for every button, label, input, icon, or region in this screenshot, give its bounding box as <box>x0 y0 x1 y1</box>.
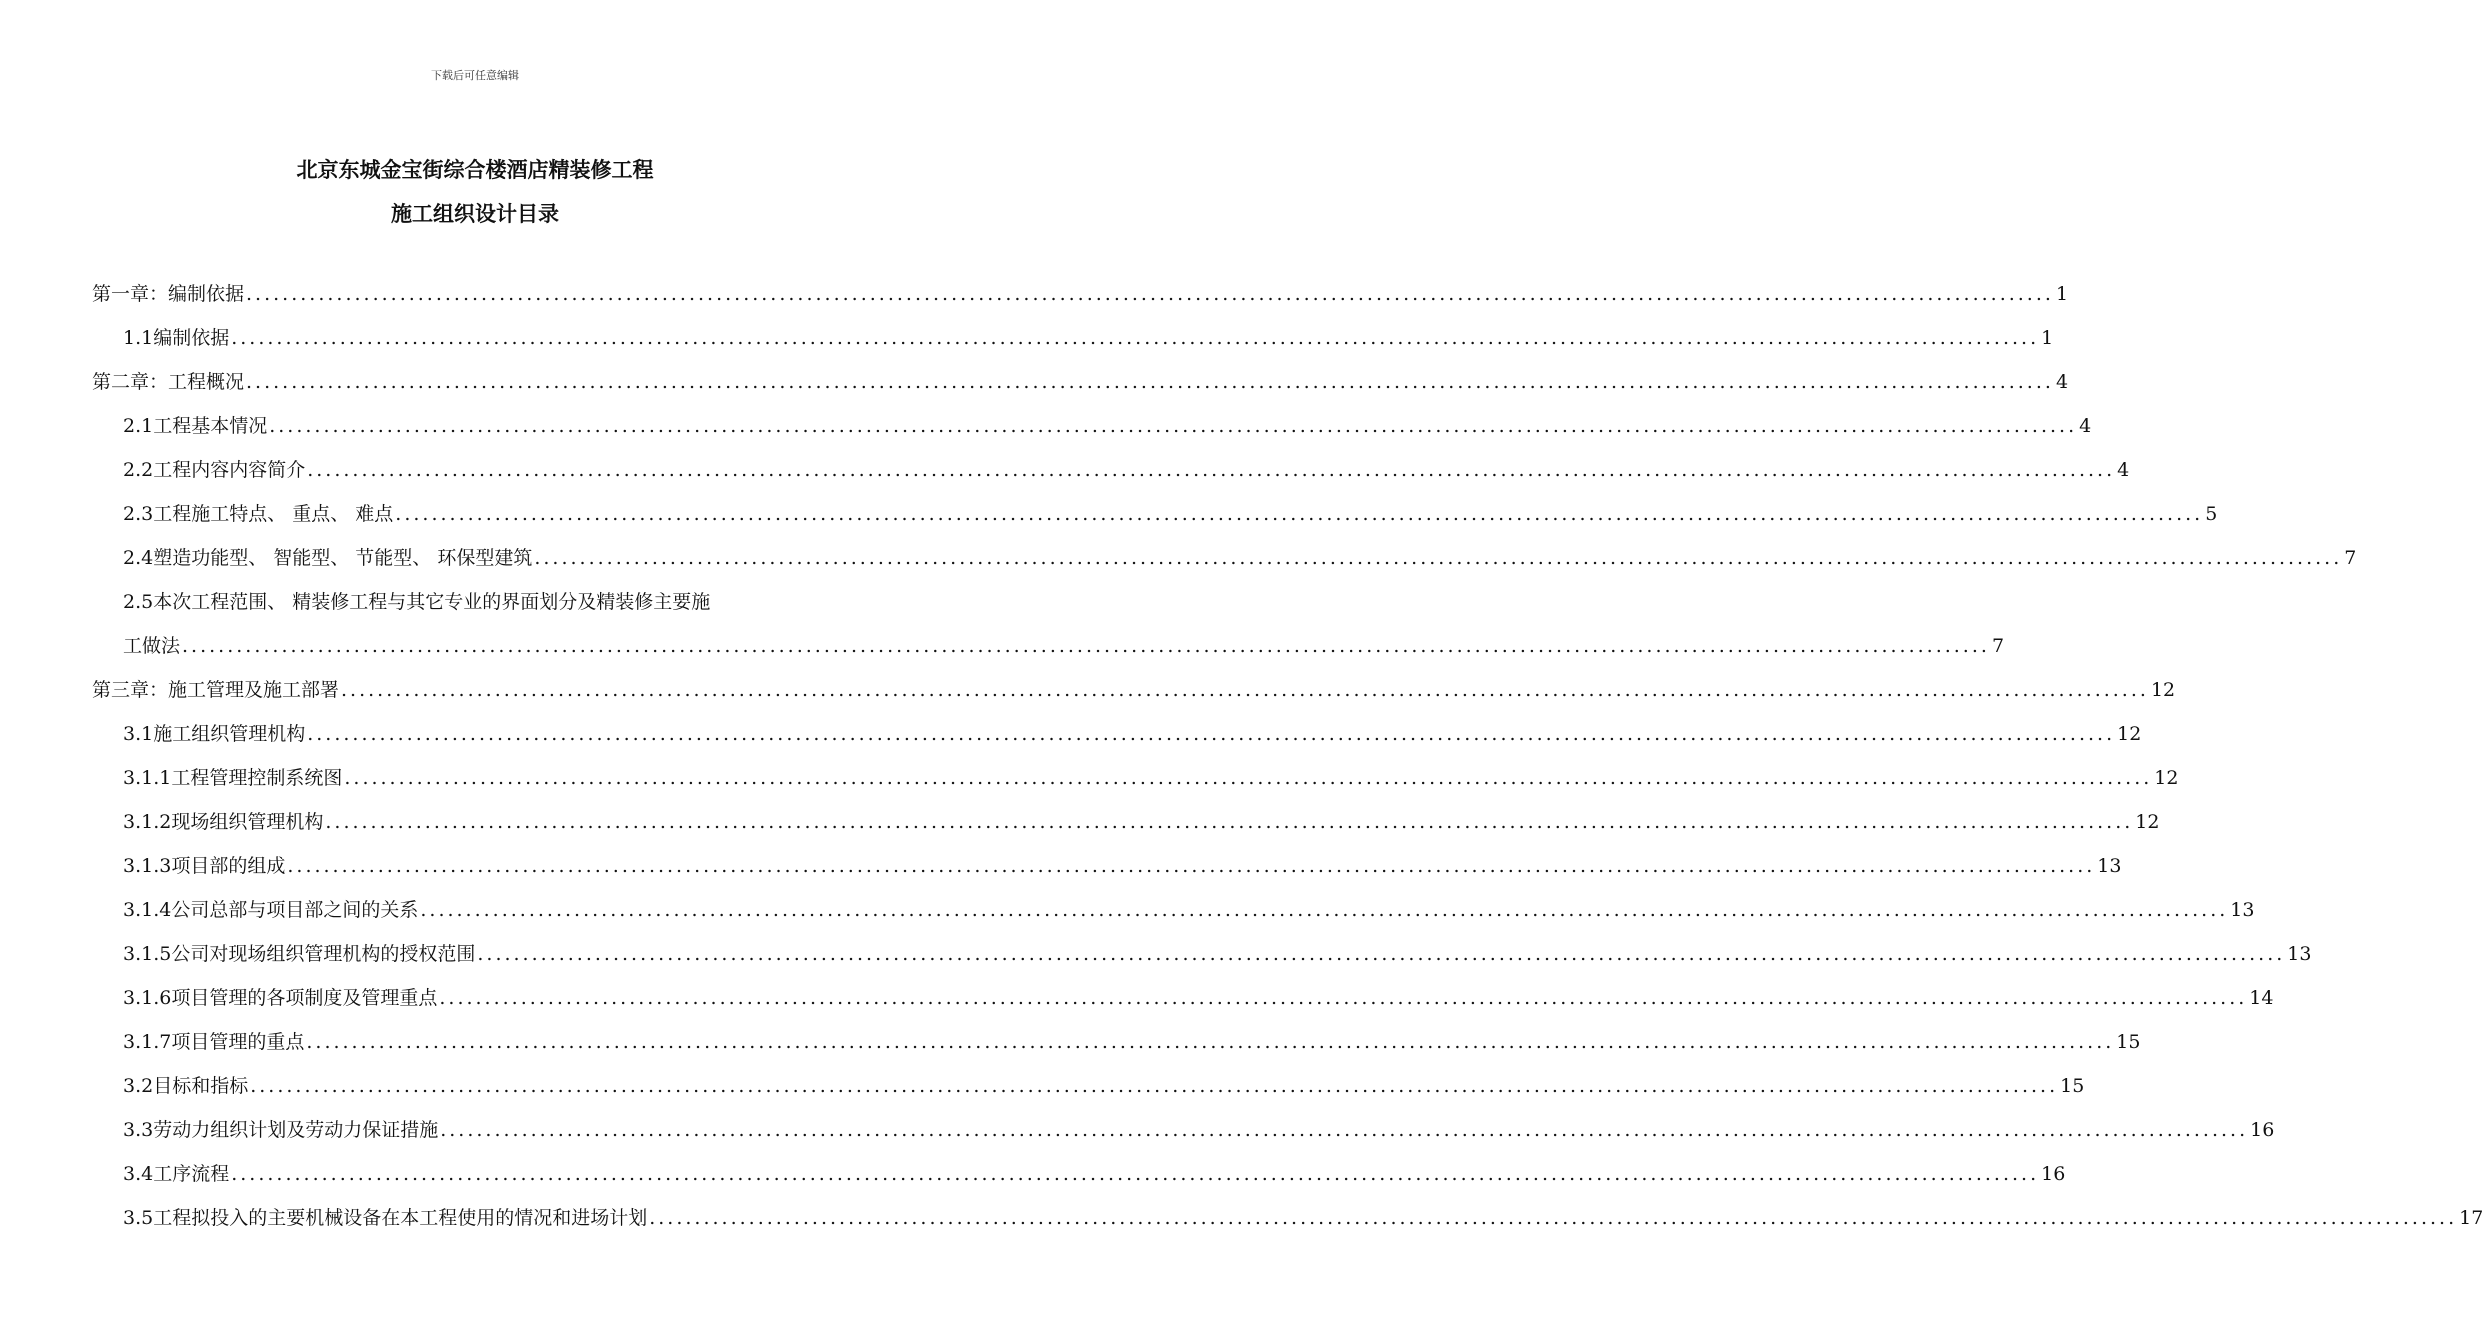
toc-entry[interactable] <box>92 1152 2066 1196</box>
toc-entry-text: 3.1施工组织管理机构 <box>123 723 306 745</box>
toc-page-number: 5 <box>2205 503 2218 525</box>
toc-page-number: 13 <box>2097 855 2122 877</box>
toc-entry[interactable] <box>92 932 2312 976</box>
toc-leader-dots: ........................................................................................................................................................................................................ <box>344 767 2153 789</box>
toc-leader-dots: ........................................................................................................................................................................................................ <box>306 1031 2115 1053</box>
toc-page-number: 4 <box>2055 371 2069 393</box>
toc-entry[interactable] <box>92 976 2274 1020</box>
toc-entry-text: 2.1工程基本情况 <box>123 415 268 437</box>
toc-leader-dots: ........................................................................................................................................................................................................ <box>269 415 2078 437</box>
table-of-contents <box>92 272 2483 1240</box>
toc-page-number: 14 <box>2249 987 2274 1009</box>
toc-entry-text: 第三章：施工管理及施工部署 <box>92 679 340 701</box>
toc-entry-text: 3.2目标和指标 <box>123 1075 249 1097</box>
toc-leader-dots: ........................................................................................................................................................................................................ <box>534 547 2343 569</box>
toc-page-number: 12 <box>2135 811 2160 833</box>
document-title: 北京东城金宝街综合楼酒店精装修工程 <box>296 157 654 182</box>
toc-page-number: 4 <box>2117 459 2130 481</box>
toc-entry-text: 3.1.6项目管理的各项制度及管理重点 <box>123 987 438 1009</box>
toc-entry-text: 3.1.5公司对现场组织管理机构的授权范围 <box>123 943 476 965</box>
toc-entry-text: 3.1.3项目部的组成 <box>123 855 286 877</box>
toc-leader-dots: ........................................................................................................................................................................................................ <box>182 635 1990 657</box>
toc-leader-dots: ........................................................................................................................................................................................................ <box>307 723 2116 745</box>
toc-entry[interactable] <box>92 800 2160 844</box>
toc-entry-text: 3.1.2现场组织管理机构 <box>123 811 324 833</box>
toc-leader-dots: ........................................................................................................................................................................................................ <box>307 459 2116 481</box>
toc-entry-text: 3.1.4公司总部与项目部之间的关系 <box>123 899 419 921</box>
toc-entry[interactable] <box>92 316 2054 360</box>
toc-entry-text: 3.3劳动力组织计划及劳动力保证措施 <box>123 1119 439 1141</box>
document-subtitle: 施工组织设计目录 <box>391 201 559 226</box>
toc-leader-dots: ........................................................................................................................................................................................................ <box>250 1075 2059 1097</box>
toc-entry-text: 3.5工程拟投入的主要机械设备在本工程使用的情况和进场计划 <box>123 1207 648 1229</box>
toc-leader-dots: ........................................................................................................................................................................................................ <box>246 283 2054 305</box>
toc-leader-dots: ........................................................................................................................................................................................................ <box>231 1163 2040 1185</box>
toc-page-number: 12 <box>2154 767 2179 789</box>
toc-page-number: 16 <box>2250 1119 2275 1141</box>
toc-entry[interactable] <box>92 844 2122 888</box>
toc-entry[interactable] <box>92 668 2176 712</box>
toc-entry-text: 第一章：编制依据 <box>92 283 245 305</box>
toc-leader-dots: ........................................................................................................................................................................................................ <box>325 811 2134 833</box>
toc-entry[interactable] <box>92 404 2092 448</box>
toc-page-number: 7 <box>1991 635 2005 657</box>
toc-leader-dots: ........................................................................................................................................................................................................ <box>439 987 2248 1009</box>
toc-entry-text-line1: 2.5本次工程范围、 精装修工程与其它专业的界面划分及精装修主要施 <box>123 591 711 613</box>
toc-entry-text: 2.4塑造功能型、 智能型、 节能型、 环保型建筑 <box>123 547 533 569</box>
toc-page-number: 13 <box>2287 943 2312 965</box>
toc-entry[interactable] <box>92 448 2130 492</box>
toc-entry-text: 1.1编制依据 <box>123 327 230 349</box>
toc-entry-text: 2.3工程施工特点、 重点、 难点 <box>123 503 394 525</box>
toc-page-number: 15 <box>2060 1075 2085 1097</box>
toc-page-number: 7 <box>2344 547 2357 569</box>
toc-page-number: 16 <box>2041 1163 2066 1185</box>
toc-leader-dots: ........................................................................................................................................................................................................ <box>477 943 2286 965</box>
toc-page-number: 15 <box>2116 1031 2141 1053</box>
toc-entry[interactable] <box>92 712 2142 756</box>
toc-page-number: 1 <box>2055 283 2069 305</box>
toc-page-number: 13 <box>2230 899 2255 921</box>
toc-entry[interactable] <box>92 888 2255 932</box>
toc-entry-text: 3.1.1工程管理控制系统图 <box>123 767 343 789</box>
toc-page-number: 4 <box>2079 415 2092 437</box>
toc-entry[interactable] <box>92 1196 2483 1240</box>
toc-leader-dots: ........................................................................................................................................................................................................ <box>231 327 2040 349</box>
toc-entry[interactable] <box>92 580 2005 668</box>
toc-entry-text: 工做法 <box>123 635 181 657</box>
toc-entry[interactable] <box>92 492 2218 536</box>
toc-entry[interactable] <box>92 756 2179 800</box>
toc-page-number: 17 <box>2459 1207 2483 1229</box>
toc-leader-dots: ........................................................................................................................................................................................................ <box>246 371 2054 393</box>
toc-leader-dots: ........................................................................................................................................................................................................ <box>440 1119 2249 1141</box>
toc-page-number: 12 <box>2150 679 2176 701</box>
header-note: 下载后可任意编辑 <box>431 69 519 82</box>
toc-entry-text: 3.1.7项目管理的重点 <box>123 1031 305 1053</box>
toc-page-number: 1 <box>2041 327 2054 349</box>
toc-leader-dots: ........................................................................................................................................................................................................ <box>420 899 2229 921</box>
toc-leader-dots: ........................................................................................................................................................................................................ <box>287 855 2096 877</box>
toc-entry[interactable] <box>92 1108 2275 1152</box>
toc-entry-text: 2.2工程内容内容简介 <box>123 459 306 481</box>
toc-entry[interactable] <box>92 360 2069 404</box>
toc-leader-dots: ........................................................................................................................................................................................................ <box>649 1207 2458 1229</box>
toc-entry[interactable] <box>92 1064 2085 1108</box>
toc-leader-dots: ........................................................................................................................................................................................................ <box>341 679 2149 701</box>
toc-entry[interactable] <box>92 536 2357 580</box>
toc-leader-dots: ........................................................................................................................................................................................................ <box>395 503 2204 525</box>
toc-entry[interactable] <box>92 272 2069 316</box>
toc-entry[interactable] <box>92 1020 2141 1064</box>
toc-entry-text: 第二章：工程概况 <box>92 371 245 393</box>
toc-page-number: 12 <box>2117 723 2142 745</box>
toc-entry-text: 3.4工序流程 <box>123 1163 230 1185</box>
